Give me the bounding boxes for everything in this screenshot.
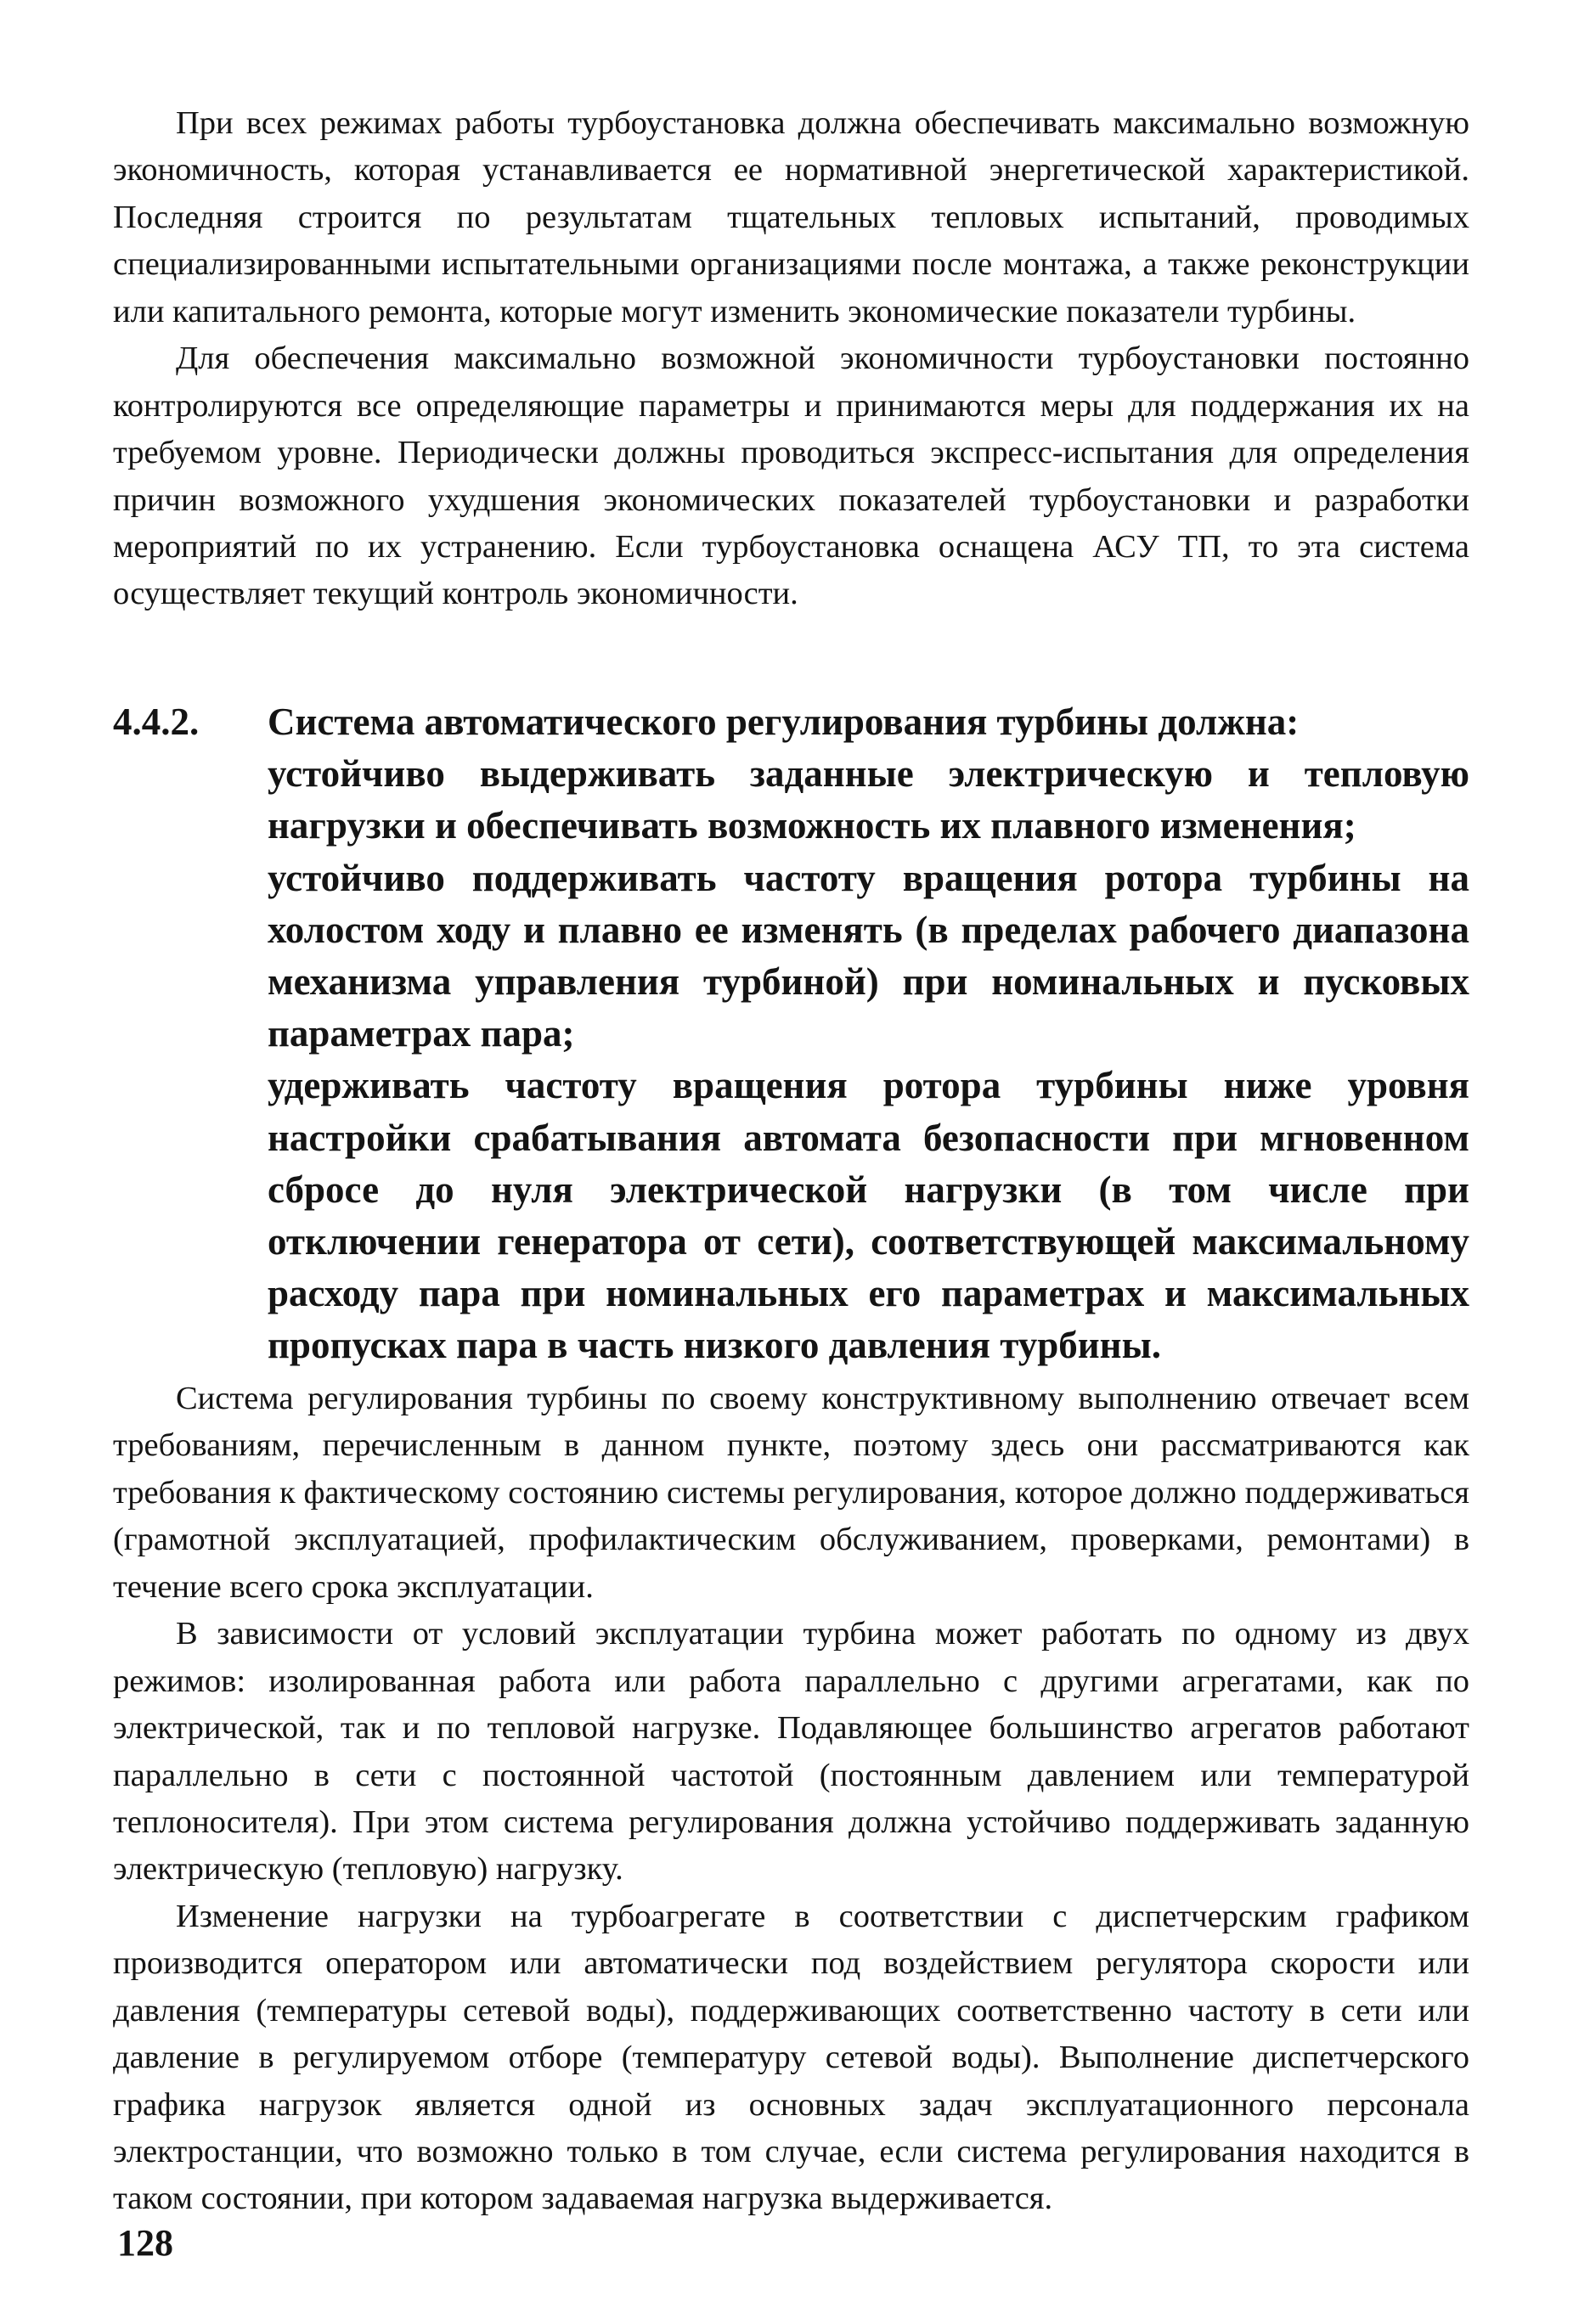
paragraph: Изменение нагрузки на турбоагрегате в соответствии с диспетчерским графиком производится оператором или автоматически под воздействием регулятора скорости или давления (температуры сетевой воды), поддерживающих соответственно частоту в сети или давление в регулируемом отборе (температуру сетевой воды). Выполнение диспетчерского графика нагрузок является одной из основных задач эксплуатационного персонала электростанции, что возможно только в том случае, если система регулирования находится в таком состоянии, при котором задаваемая нагрузка выдерживается. [113,1898,1469,2217]
requirement-item: устойчиво выдерживать заданные электрическую и тепловую нагрузки и обеспечивать возможность их плавного изменения; [268,752,1469,847]
intro-text [113,100,1469,618]
paragraph: Для обеспечения максимально возможной экономичности турбоустановки постоянно контролируются все определяющие параметры и принимаются меры для поддержания их на требуемом уровне. Периодически должны проводиться экспресс-испытания для определения причин возможного ухудшения экономических показателей турбоустановки и разработки мероприятий по их устранению. Если турбоустановка оснащена АСУ ТП, то эта система осуществляет текущий контроль экономичности. [113,340,1469,612]
page-number: 128 [117,2222,173,2264]
paragraph: В зависимости от условий эксплуатации турбина может работать по одному из двух режимов: изолированная работа или работа параллельно с другими агрегатами, как по электрической, так и по тепловой нагрузке. Подавляющее большинство агрегатов работают параллельно в сети с постоянной частотой (постоянным давлением или температурой теплоносителя). При этом система регулирования должна устойчиво поддерживать заданную электрическую (тепловую) нагрузку. [113,1616,1469,1888]
section-number: 4.4.2. [113,701,200,743]
requirement-item: устойчиво поддерживать частоту вращения ротора турбины на холостом ходу и плавно ее изменять (в пределах рабочего диапазона механизма управления турбиной) при номинальных и пусковых параметрах пара; [268,856,1469,1055]
paragraph: Система регулирования турбины по своему конструктивному выполнению отвечает всем требованиям, перечисленным в данном пункте, поэтому здесь они рассматриваются как требования к фактическому состоянию системы регулирования, которое должно поддерживаться (грамотной эксплуатацией, профилактическим обслуживанием, проверками, ремонтами) в течение всего срока эксплуатации. [113,1381,1469,1605]
requirement-item: удерживать частоту вращения ротора турбины ниже уровня настройки срабатывания автомата безопасности при мгновенном сбросе до нуля электрической нагрузки (в том числе при отключении генератора от сети), соответствующей максимальному расходу пара при номинальных его параметрах и максимальных пропусках пара в часть низкого давления турбины. [268,1064,1469,1367]
section-4-4-2 [113,696,1469,1371]
section-heading: Система автоматического регулирования турбины должна: [268,701,1300,743]
paragraph: При всех режимах работы турбоустановка должна обеспечивать максимально возможную экономичность, которая устанавливается ее нормативной энергетической характеристикой. Последняя строится по результатам тщательных тепловых испытаний, проводимых специализированными испытательными организациями после монтажа, а также реконструкции или капитального ремонта, которые могут изменить экономические показатели турбины. [113,105,1469,329]
section-requirements [268,696,1469,1371]
body-text [113,1376,1469,2223]
